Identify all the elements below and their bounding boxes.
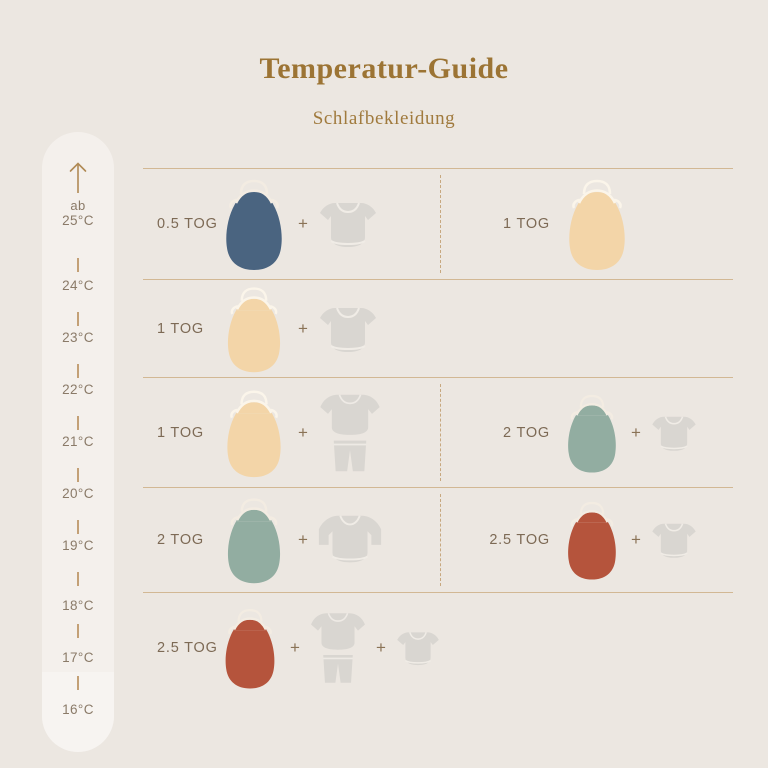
thermometer-tick <box>77 520 79 534</box>
page-subtitle: Schlafbekleidung <box>312 108 456 129</box>
sleep-bag-icon <box>217 385 291 481</box>
tog-label: 1 TOG <box>157 424 204 441</box>
short-sleeve-bodysuit-icon <box>315 298 381 360</box>
short-sleeve-bodysuit-icon <box>393 625 443 671</box>
thermometer-tick <box>77 468 79 482</box>
row-cell-left <box>143 169 440 279</box>
row-cell-left <box>143 593 563 703</box>
plus-sign: + <box>298 530 308 549</box>
tog-label: 2 TOG <box>157 532 204 548</box>
tog-label: 1 TOG <box>157 320 204 337</box>
short-sleeve-bodysuit-icon <box>315 193 381 255</box>
row-cell-left <box>143 378 440 487</box>
row-cell-left <box>143 280 440 377</box>
pyjama-two-piece-icon <box>315 389 385 477</box>
temp-label-prefix: ab <box>70 198 86 213</box>
temp-label-value: 25°C <box>62 213 94 228</box>
plus-sign: + <box>631 530 641 549</box>
temp-label-23: 23°C <box>62 330 94 345</box>
temp-label-22: 22°C <box>62 382 94 397</box>
plus-sign: + <box>631 422 641 442</box>
up-arrow-icon <box>63 160 93 194</box>
temp-label-21: 21°C <box>62 434 94 449</box>
sleep-bag-icon <box>560 390 624 476</box>
plus-sign: + <box>298 318 308 338</box>
plus-sign: + <box>298 214 308 233</box>
thermometer-tick <box>77 258 79 272</box>
thermometer-tick <box>77 364 79 378</box>
guide-row <box>143 168 733 280</box>
thermometer-tick <box>77 572 79 586</box>
tog-label: 2 TOG <box>503 424 550 441</box>
plus-sign: + <box>290 638 300 657</box>
temp-label-20: 20°C <box>62 486 94 501</box>
guide-rows <box>143 168 733 703</box>
temp-label-18: 18°C <box>62 598 94 613</box>
sleep-bag-icon <box>217 493 291 587</box>
page-title: Temperatur-Guide <box>259 52 509 85</box>
sleep-bag-icon <box>217 604 283 692</box>
pyjama-two-piece-icon <box>307 608 369 688</box>
sleep-bag-icon <box>217 282 291 376</box>
temp-label-24: 24°C <box>62 278 94 293</box>
sleep-bag-icon <box>560 174 634 274</box>
sleep-bag-icon <box>217 174 291 274</box>
row-cell-right <box>440 169 733 279</box>
guide-row <box>143 488 733 593</box>
thermometer-tick <box>77 676 79 690</box>
thermometer-tick <box>77 624 79 638</box>
short-sleeve-bodysuit-icon <box>648 409 700 457</box>
temp-label-25 <box>40 198 116 228</box>
row-cell-left <box>143 488 440 592</box>
short-sleeve-bodysuit-icon <box>648 516 700 564</box>
tog-label: 1 TOG <box>503 216 550 232</box>
thermometer-tick <box>77 312 79 326</box>
plus-sign: + <box>298 422 308 442</box>
guide-row <box>143 280 733 378</box>
row-cell-right <box>440 488 733 592</box>
temp-label-19: 19°C <box>62 538 94 553</box>
tog-label: 2.5 TOG <box>157 640 218 656</box>
plus-sign: + <box>375 638 386 657</box>
long-sleeve-bodysuit-icon <box>315 507 385 573</box>
tog-label: 2.5 TOG <box>489 532 550 548</box>
temp-label-17: 17°C <box>62 650 94 665</box>
row-cell-right <box>440 378 733 487</box>
guide-row <box>143 593 733 703</box>
thermometer-tick <box>77 416 79 430</box>
guide-row <box>143 378 733 488</box>
tog-label: 0.5 TOG <box>157 216 218 232</box>
temp-label-16: 16°C <box>62 702 94 717</box>
sleep-bag-icon <box>560 497 624 583</box>
